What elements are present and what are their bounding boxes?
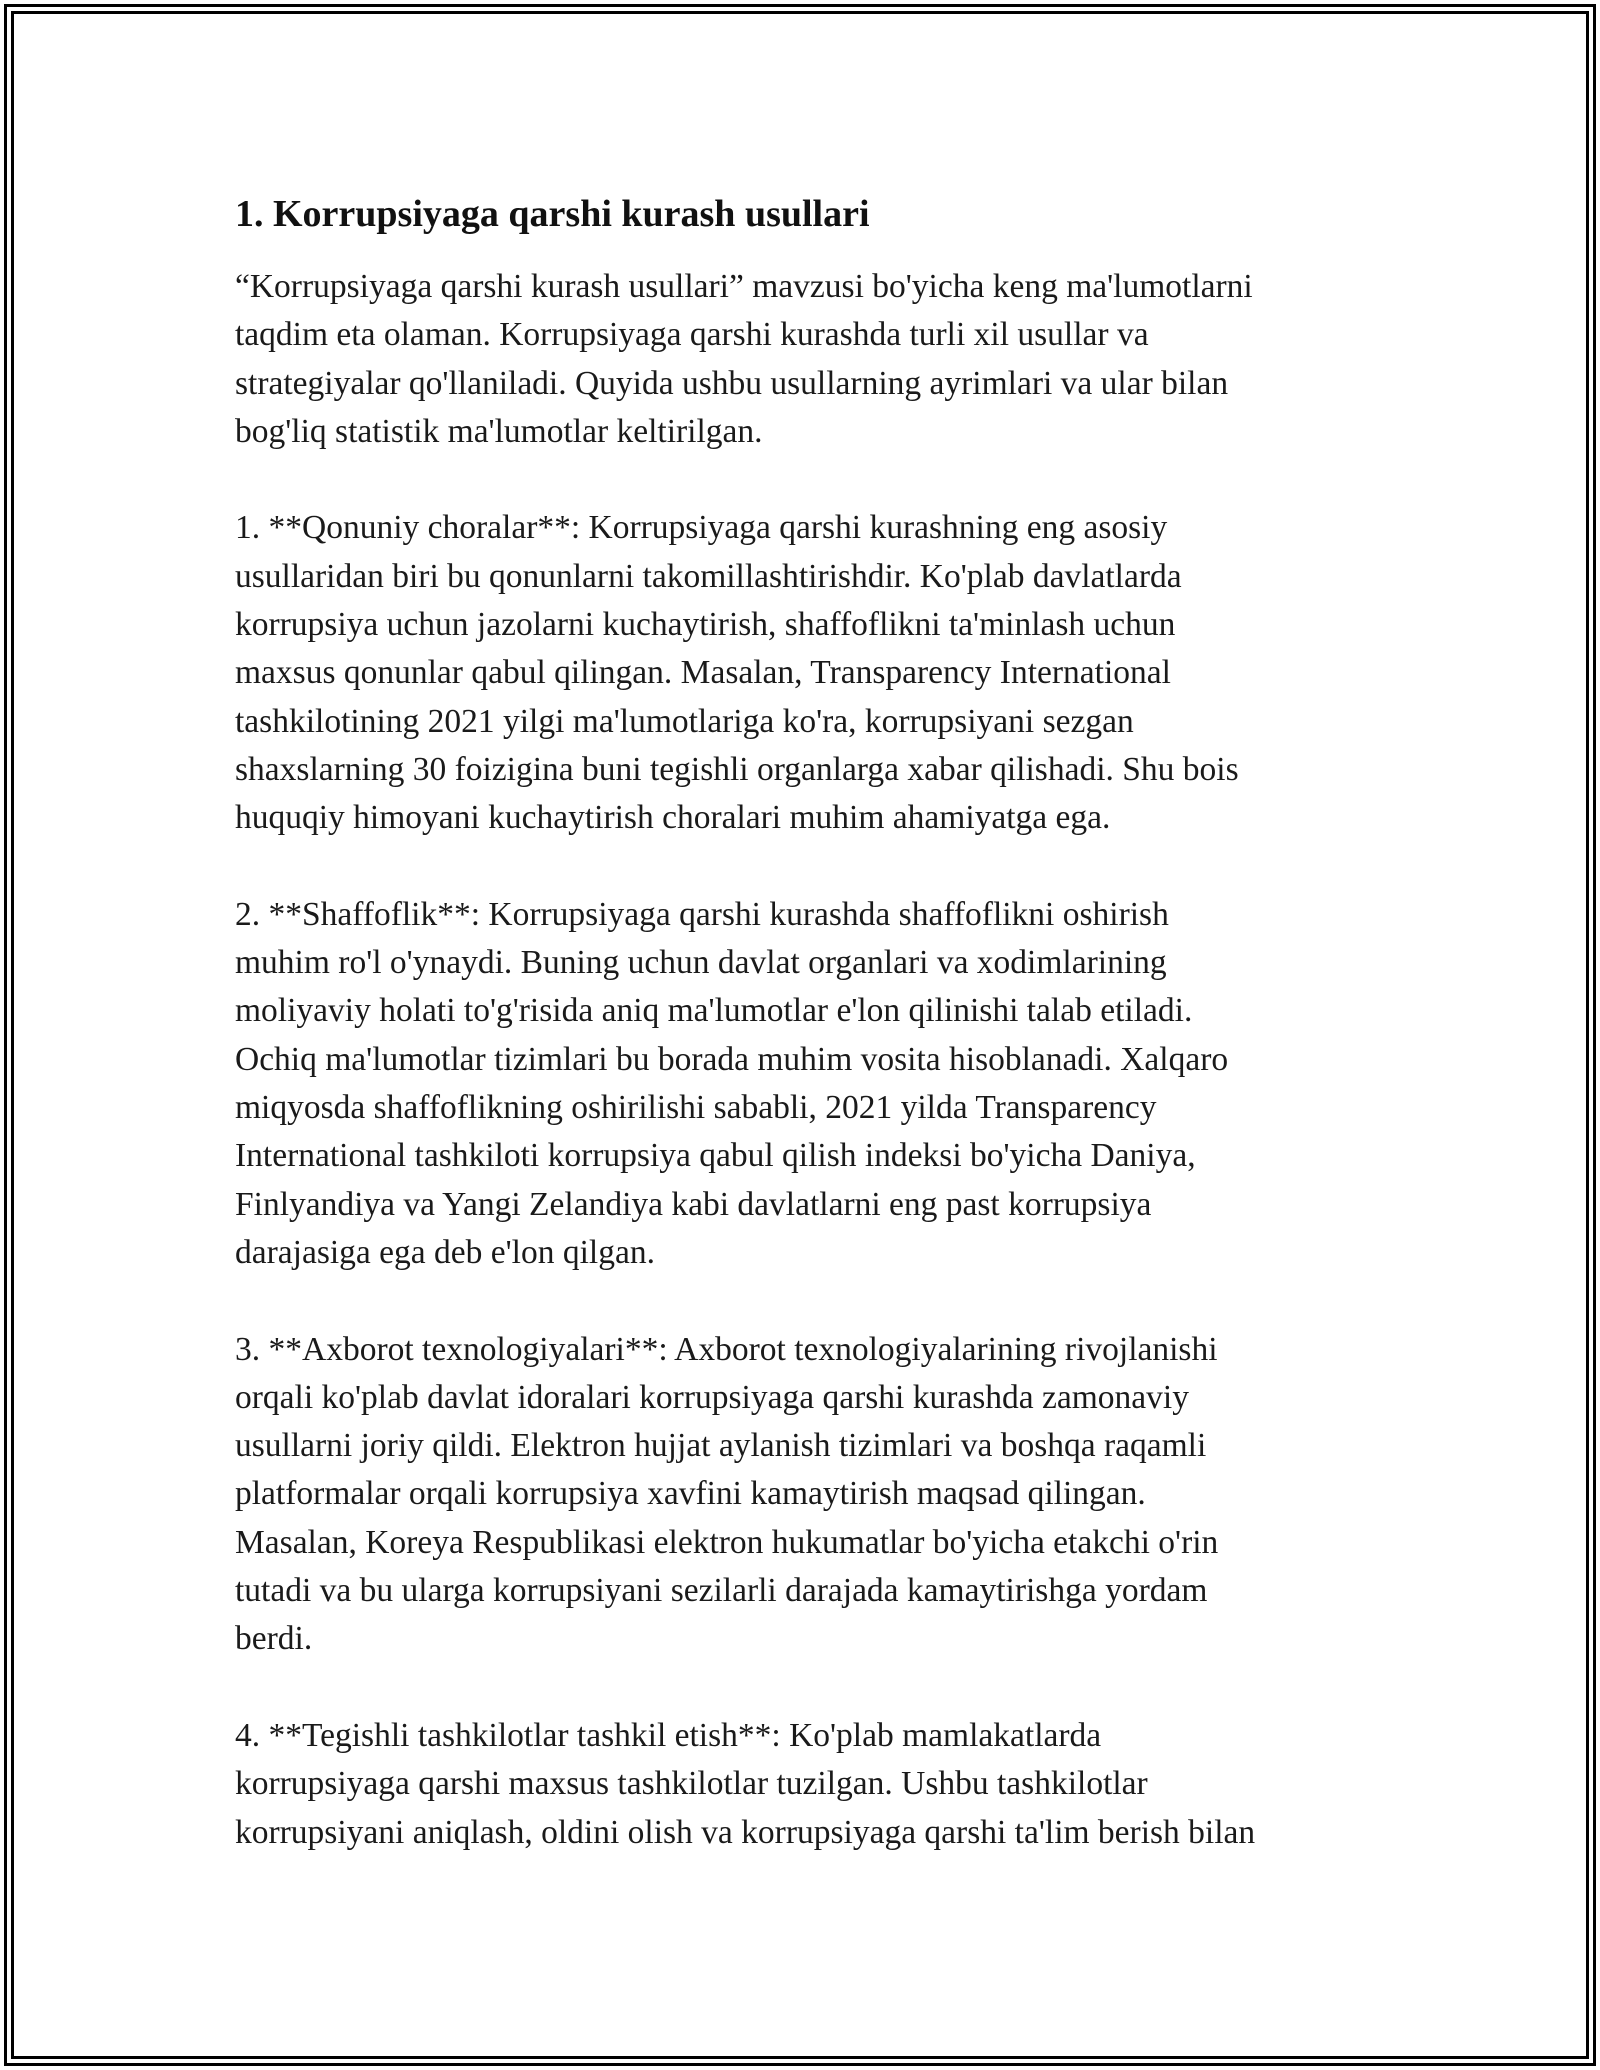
- document-title: 1. Korrupsiyaga qarshi kurash usullari: [235, 193, 870, 235]
- paragraph-information-technology: 3. **Axborot texnologiyalari**: Axborot texnologiyalarining rivojlanishi orqali ko'plab davlat idoralari korrupsiyaga qarshi kurashda zamonaviy usullarni joriy qildi. Elektron hujjat aylanish tizimlari va boshqa raqamli platformalar orqali korrupsiya xavfini kamaytirish maqsad qilingan. Masalan, Koreya Respublikasi elektron hukumatlar bo'yicha etakchi o'rin tutadi va bu ularga korrupsiyani sezilarli darajada kamaytirishga yordam berdi.: [235, 1330, 1219, 1658]
- paragraph-transparency: 2. **Shaffoflik**: Korrupsiyaga qarshi kurashda shaffoflikni oshirish muhim ro'l o'ynaydi. Buning uchun davlat organlari va xodimlarining moliyaviy holati to'g'risida aniq ma'lumotlar e'lon qilinishi talab etiladi. Ochiq ma'lumotlar tizimlari bu borada muhim vosita hisoblanadi. Xalqaro miqyosda shaffoflikning oshirilishi sababli, 2021 yilda Transparency International tashkiloti korrupsiya qabul qilish indeksi bo'yicha Daniya, Finlyandiya va Yangi Zelandiya kabi davlatlarni eng past korrupsiya darajasiga ega deb e'lon qilgan.: [235, 895, 1229, 1271]
- intro-paragraph: “Korrupsiyaga qarshi kurash usullari” mavzusi bo'yicha keng ma'lumotlarni taqdim eta olaman. Korrupsiyaga qarshi kurashda turli xil usullar va strategiyalar qo'llaniladi. Quyida ushbu usullarning ayrimlari va ular bilan bog'liq statistik ma'lumotlar keltirilgan.: [235, 268, 1253, 450]
- paragraph-legal-measures: 1. **Qonuniy choralar**: Korrupsiyaga qarshi kurashning eng asosiy usullaridan biri bu qonunlarni takomillashtirishdir. Ko'plab davlatlarda korrupsiya uchun jazolarni kuchaytirish, shaffoflikni ta'minlash uchun maxsus qonunlar qabul qilingan. Masalan, Transparency International tashkilotining 2021 yilgi ma'lumotlariga ko'ra, korrupsiyani sezgan shaxslarning 30 foizigina buni tegishli organlarga xabar qilishadi. Shu bois huquqiy himoyani kuchaytirish choralari muhim ahamiyatga ega.: [235, 509, 1239, 837]
- paragraph-organizations: 4. **Tegishli tashkilotlar tashkil etish**: Ko'plab mamlakatlarda korrupsiyaga qarshi maxsus tashkilotlar tuzilgan. Ushbu tashkilotlar korrupsiyani aniqlash, oldini olish va korrupsiyaga qarshi ta'lim berish bilan: [235, 1716, 1256, 1851]
- document-body: [235, 185, 1365, 1857]
